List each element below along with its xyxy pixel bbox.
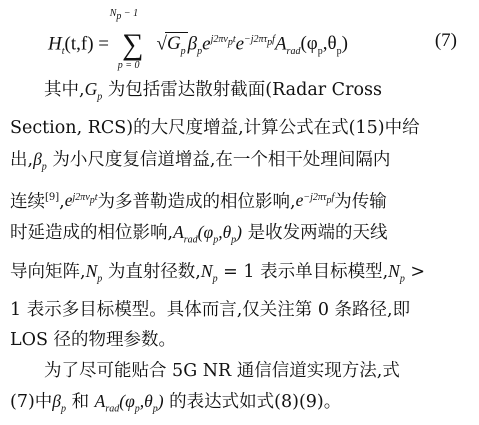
eq-steering-matrix: A [274, 33, 287, 55]
text-line: 1 表示多目标模型。具体而言,仅关注第 0 条路径,即 [10, 299, 411, 320]
sum-upper-limit: $N_p - 1$ [109, 8, 139, 22]
eq-exp-doppler: e [202, 33, 211, 55]
sqrt-symbol: √ [156, 33, 167, 55]
eq-exp-doppler-sup: j2πvpt [210, 34, 236, 49]
text-line: 连续$[9],e^{j2\pi v_pt}$为多普勒造成的相位影响$,e^{-j2\pi\tau_pf}$为传输 [10, 190, 387, 212]
eq-steering-args: $(\varphi_p,\theta_p)$ [300, 33, 348, 58]
sum-lower-limit: p = 0 [117, 60, 140, 71]
citation-ref: [9] [45, 191, 60, 203]
paragraph-expressions [10, 356, 469, 425]
sum-symbol: ∑ [122, 28, 144, 61]
text-line: 出$,\beta_p$ 为小尺度复信道增益,在一个相干处理间隔内 [10, 148, 391, 172]
text-line: 导向矩阵$,N_p$ 为直射径数$,N_p = 1$ 表示单目标模型$,N_p$ > [10, 260, 426, 285]
equation-number: (7) [434, 30, 457, 51]
eq-steering-sub: rad [286, 46, 301, 58]
eq-lhs-sub: t [61, 46, 65, 58]
text-line: 为了尽可能贴合 5G NR 通信信道实现方法,式 [44, 360, 400, 381]
text-line: 时延造成的相位影响$,A_{rad}(\varphi_p,\theta_p)$ 是收发两端的天线 [10, 221, 388, 246]
eq-beta: β [187, 33, 198, 55]
paragraph-definitions [10, 74, 469, 356]
text-line: 其中$,G_p$ 为包括雷达散射截面(Radar Cross [44, 79, 382, 103]
text-line: Section, RCS)的大尺度增益,计算公式在式(15)中给 [10, 118, 420, 138]
eq-beta-sub: p [197, 46, 203, 58]
eq-summation [109, 8, 150, 71]
text-line: LOS 径的物理参数。 [10, 330, 177, 351]
eq-lhs-symbol: H [48, 33, 62, 55]
text-line: (7)中$\beta_p$ 和 $A_{rad}(\varphi_p,\theta_p)$ 的表达式如式(8)(9)。 [10, 391, 342, 415]
eq-exp-delay: e [235, 33, 245, 55]
equation-7 [10, 8, 469, 74]
equation-body [48, 8, 348, 71]
sqrt-radicand: $G_p$ [166, 33, 186, 58]
eq-lhs-args: (t,f) = [64, 33, 109, 55]
eq-exp-delay-sup: −j2πτpf [244, 34, 275, 49]
